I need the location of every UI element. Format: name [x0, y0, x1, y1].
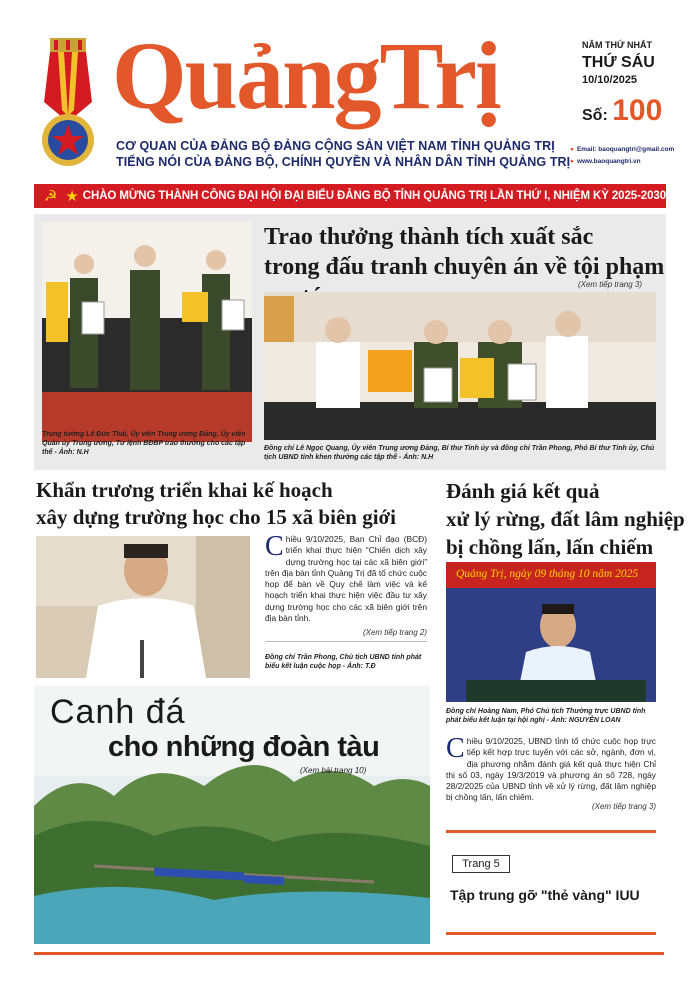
article-forest-headline-line3: bị chồng lấn, lấn chiếm	[446, 535, 654, 559]
article-forest-headline[interactable]	[446, 477, 685, 561]
bullet-icon: ●	[570, 146, 574, 153]
hammer-sickle-icon: ☭	[43, 188, 58, 205]
article-railway-headline-line2[interactable]: cho những đoàn tàu	[108, 731, 380, 763]
chairman-photo-graphic	[36, 536, 250, 678]
article-school-caption: Đồng chí Trần Phong, Chủ tịch UBND tỉnh phát biểu kết luận cuộc họp - Ảnh: T.Đ	[265, 654, 422, 670]
banner-flags	[34, 187, 83, 205]
feature-headline-line1: Trao thưởng thành tích xuất sắc	[264, 224, 594, 250]
feature-caption-right: Đồng chí Lê Ngọc Quang, Ủy viên Trung ương Đảng, Bí thư Tỉnh ủy và đồng chí Trần Phong, Phó Bí thư Tỉnh ủy, Chủ tịch UBND tỉnh khen thưởng các tập thể - Ảnh: N.H	[264, 445, 655, 461]
issue-date: 10/10/2025	[582, 74, 638, 86]
masthead-subtitle-2: TIẾNG NÓI CỦA ĐẢNG BỘ, CHÍNH QUYỀN VÀ NHÂN DÂN TỈNH QUẢNG TRỊ	[116, 155, 571, 169]
article-railway-headline-line1[interactable]: Canh đá	[50, 693, 186, 731]
email-text: Email: baoquangtri@gmail.com	[576, 146, 675, 153]
masthead-subtitle-1: CƠ QUAN CỦA ĐẢNG BỘ ĐẢNG CỘNG SẢN VIỆT NAM TỈNH QUẢNG TRỊ	[116, 139, 555, 153]
feature-story[interactable]	[34, 214, 666, 470]
weekday: THỨ SÁU	[582, 54, 655, 71]
email-contact[interactable]	[570, 146, 674, 153]
issue-number-label: Số:	[582, 107, 608, 124]
feature-caption-left: Trung tướng Lê Đức Thái, Ủy viên Trung ương Đảng, Ủy viên Quân ủy Trung ương, Tư lệnh BĐBP trao thưởng cho các tập thể - Ảnh: N.H	[42, 431, 246, 456]
page-5-label[interactable]: Trang 5	[452, 855, 510, 873]
feature-headline-line2: trong đấu tranh chuyên án về tội phạm	[264, 254, 665, 280]
orange-divider	[446, 830, 656, 833]
congress-banner	[34, 184, 666, 208]
article-school-headline[interactable]	[36, 477, 396, 531]
vice-chairman-photo[interactable]	[446, 562, 656, 702]
divider	[265, 641, 427, 642]
award-photo-graphic	[264, 292, 656, 440]
feature-continue-link[interactable]: (Xem tiếp trang 3)	[577, 280, 642, 289]
article-forest-drop-cap: C	[446, 733, 465, 764]
article-school-drop-cap: C	[265, 531, 284, 562]
orange-divider	[446, 932, 656, 935]
article-forest-text: hiều 9/10/2025, UBND tỉnh tổ chức cuộc họp trực tiếp kết hợp trực tuyến với các sở, ngành, đơn vị, địa phương nhằm đánh giá kết quả thực hiện Chỉ thị số 03, ngày 19/3/2019 và phương án số 728, ngày 28/2/2025 của UBND tỉnh về xử lý rừng, đất lâm nghiệp bị chồng lấn, lấn chiếm.	[446, 736, 656, 803]
issue-number-value: 100	[612, 94, 663, 127]
newspaper-logo: QuảngTrị	[112, 22, 500, 129]
photo-banner-text: Quảng Trị, ngày 09 tháng 10 năm 2025	[456, 568, 639, 580]
article-school-body	[265, 531, 427, 624]
award-photo-graphic	[42, 222, 252, 442]
article-forest-continue-link[interactable]: (Xem tiếp trang 3)	[591, 802, 656, 811]
article-school-text: hiều 9/10/2025, Ban Chỉ đạo (BCĐ) triển khai thực hiện “Chiến dịch xây dựng trường học tại các xã biên giới” trên địa bàn tỉnh Quảng Trị đã tổ chức cuộc họp để bàn về Quy chế làm việc và kế hoạch triển khai thực hiện việc đầu tư xây dựng trường học cho các xã biên giới trên địa bàn tỉnh.	[265, 534, 427, 624]
year-label: NĂM THỨ NHẤT	[582, 40, 652, 50]
medal-emblem-icon	[36, 36, 100, 170]
bullet-icon: ●	[570, 158, 574, 165]
article-forest-body	[446, 733, 656, 804]
teaser-headline[interactable]: Tập trung gỡ "thẻ vàng" IUU	[450, 887, 640, 903]
article-school-headline-line2: xây dựng trường học cho 15 xã biên giới	[36, 505, 396, 529]
article-school-continue-link[interactable]: (Xem tiếp trang 2)	[362, 628, 427, 637]
award-ceremony-photo-right[interactable]	[264, 292, 656, 440]
article-railway-continue-link[interactable]: (Xem bài trang 10)	[300, 766, 367, 775]
vice-chairman-photo-graphic	[446, 562, 656, 702]
website-text: www.baoquangtri.vn	[576, 158, 641, 165]
issue-number	[582, 94, 692, 128]
star-flag-icon: ★	[65, 188, 79, 205]
masthead	[0, 0, 700, 182]
award-ceremony-photo-left[interactable]	[42, 222, 252, 442]
chairman-speaking-photo[interactable]	[36, 536, 250, 678]
issue-info	[582, 40, 692, 128]
article-forest-headline-line1: Đánh giá kết quả	[446, 479, 600, 503]
article-school-headline-line1: Khẩn trương triển khai kế hoạch	[36, 478, 333, 502]
website-link[interactable]	[570, 158, 641, 165]
article-forest-headline-line2: xử lý rừng, đất lâm nghiệp	[446, 507, 685, 531]
bottom-divider	[34, 952, 664, 955]
article-forest-caption: Đồng chí Hoàng Nam, Phó Chủ tịch Thường trực UBND tỉnh phát biểu kết luận tại hội nghị - Ảnh: NGUYỄN LOAN	[446, 708, 646, 724]
banner-text: CHÀO MỪNG THÀNH CÔNG ĐẠI HỘI ĐẠI BIỂU ĐẢNG BỘ TỈNH QUẢNG TRỊ LẦN THỨ I, NHIỆM KỲ 2025-2030	[82, 190, 666, 202]
